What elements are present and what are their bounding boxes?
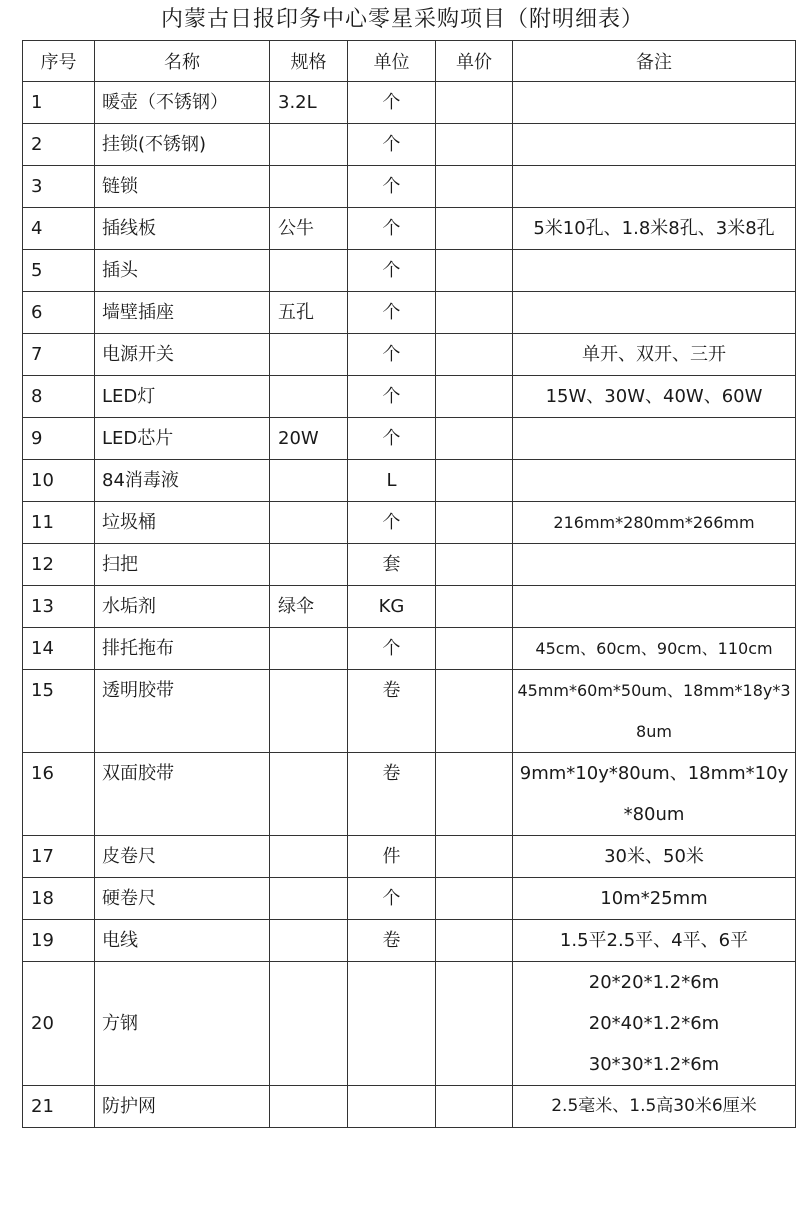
cell-spec (270, 460, 348, 502)
cell-index: 12 (23, 544, 95, 586)
cell-unit: 卷 (348, 753, 436, 836)
table-row (23, 82, 796, 124)
cell-price (436, 292, 513, 334)
table-row (23, 962, 796, 1086)
cell-price (436, 82, 513, 124)
cell-index: 9 (23, 418, 95, 460)
cell-unit: 个 (348, 82, 436, 124)
cell-name: 插线板 (95, 208, 270, 250)
cell-price (436, 753, 513, 836)
cell-price (436, 920, 513, 962)
cell-note (513, 460, 796, 502)
cell-price (436, 1086, 513, 1128)
cell-price (436, 334, 513, 376)
cell-unit (348, 962, 436, 1086)
cell-spec (270, 1086, 348, 1128)
table-row (23, 208, 796, 250)
cell-unit: 卷 (348, 920, 436, 962)
cell-index: 7 (23, 334, 95, 376)
cell-name: 电源开关 (95, 334, 270, 376)
table-row (23, 124, 796, 166)
cell-price (436, 208, 513, 250)
cell-unit (348, 1086, 436, 1128)
cell-index: 18 (23, 878, 95, 920)
cell-name: 插头 (95, 250, 270, 292)
table-row (23, 670, 796, 753)
note-line: 30*30*1.2*6m (588, 1054, 720, 1075)
cell-name: 硬卷尺 (95, 878, 270, 920)
cell-note (513, 292, 796, 334)
cell-spec: 五孔 (270, 292, 348, 334)
cell-unit: 个 (348, 292, 436, 334)
cell-spec (270, 670, 348, 753)
cell-note: 1.5平2.5平、4平、6平 (513, 920, 796, 962)
cell-name: 方钢 (95, 962, 270, 1086)
cell-name: 暖壶（不锈钢） (95, 82, 270, 124)
cell-spec (270, 962, 348, 1086)
cell-spec (270, 628, 348, 670)
cell-note (513, 166, 796, 208)
cell-note (513, 124, 796, 166)
cell-price (436, 544, 513, 586)
cell-name: 电线 (95, 920, 270, 962)
cell-index: 15 (23, 670, 95, 753)
cell-index: 19 (23, 920, 95, 962)
cell-index: 8 (23, 376, 95, 418)
cell-note: 216mm*280mm*266mm (513, 502, 796, 544)
cell-unit: 个 (348, 250, 436, 292)
cell-unit: 个 (348, 376, 436, 418)
table-row (23, 292, 796, 334)
cell-name: LED灯 (95, 376, 270, 418)
cell-name: 防护网 (95, 1086, 270, 1128)
table-row (23, 544, 796, 586)
table-row (23, 836, 796, 878)
cell-unit: L (348, 460, 436, 502)
cell-spec: 绿伞 (270, 586, 348, 628)
cell-index: 20 (23, 962, 95, 1086)
col-header-spec: 规格 (270, 41, 348, 82)
table-row (23, 628, 796, 670)
table-row (23, 502, 796, 544)
table-row (23, 1086, 796, 1128)
cell-unit: 件 (348, 836, 436, 878)
cell-unit: 个 (348, 878, 436, 920)
col-header-name: 名称 (95, 41, 270, 82)
cell-price (436, 124, 513, 166)
cell-spec: 3.2L (270, 82, 348, 124)
cell-spec (270, 250, 348, 292)
note-line: 20*20*1.2*6m (588, 972, 720, 993)
cell-price (436, 376, 513, 418)
cell-unit: 个 (348, 502, 436, 544)
cell-note (513, 586, 796, 628)
table-row (23, 376, 796, 418)
cell-name: 链锁 (95, 166, 270, 208)
cell-spec (270, 124, 348, 166)
table-row (23, 250, 796, 292)
cell-price (436, 586, 513, 628)
cell-name: 墙壁插座 (95, 292, 270, 334)
cell-unit: 卷 (348, 670, 436, 753)
cell-spec (270, 544, 348, 586)
col-header-unit: 单位 (348, 41, 436, 82)
cell-name: 皮卷尺 (95, 836, 270, 878)
cell-price (436, 502, 513, 544)
cell-name: 排托拖布 (95, 628, 270, 670)
col-header-price: 单价 (436, 41, 513, 82)
cell-spec (270, 502, 348, 544)
cell-index: 21 (23, 1086, 95, 1128)
cell-spec (270, 334, 348, 376)
cell-name: 84消毒液 (95, 460, 270, 502)
cell-index: 4 (23, 208, 95, 250)
table-row (23, 334, 796, 376)
cell-price (436, 250, 513, 292)
cell-name: LED芯片 (95, 418, 270, 460)
cell-note: 45cm、60cm、90cm、110cm (513, 628, 796, 670)
cell-note (513, 250, 796, 292)
cell-spec: 20W (270, 418, 348, 460)
cell-note: 9mm*10y*80um、18mm*10y*80um (513, 753, 796, 836)
cell-note: 30米、50米 (513, 836, 796, 878)
cell-index: 1 (23, 82, 95, 124)
cell-index: 14 (23, 628, 95, 670)
cell-name: 挂锁(不锈钢) (95, 124, 270, 166)
cell-spec (270, 166, 348, 208)
cell-unit: 个 (348, 166, 436, 208)
cell-note (513, 82, 796, 124)
cell-price (436, 962, 513, 1086)
note-line: 20*40*1.2*6m (588, 1013, 720, 1034)
cell-price (436, 878, 513, 920)
cell-index: 3 (23, 166, 95, 208)
table-header-row (23, 41, 796, 82)
cell-note: 45mm*60m*50um、18mm*18y*38um (513, 670, 796, 753)
cell-name: 透明胶带 (95, 670, 270, 753)
cell-unit: 个 (348, 124, 436, 166)
cell-price (436, 166, 513, 208)
cell-name: 水垢剂 (95, 586, 270, 628)
table-row (23, 166, 796, 208)
cell-spec (270, 753, 348, 836)
cell-unit: 个 (348, 208, 436, 250)
table-row (23, 878, 796, 920)
table-row (23, 586, 796, 628)
table-row (23, 460, 796, 502)
cell-index: 13 (23, 586, 95, 628)
cell-spec (270, 878, 348, 920)
cell-unit: 个 (348, 418, 436, 460)
table-row (23, 920, 796, 962)
cell-name: 垃圾桶 (95, 502, 270, 544)
cell-index: 16 (23, 753, 95, 836)
cell-price (436, 670, 513, 753)
cell-price (436, 418, 513, 460)
cell-price (436, 836, 513, 878)
cell-index: 17 (23, 836, 95, 878)
cell-note: 5米10孔、1.8米8孔、3米8孔 (513, 208, 796, 250)
table-row (23, 418, 796, 460)
col-header-index: 序号 (23, 41, 95, 82)
table-row (23, 753, 796, 836)
procurement-table (22, 40, 796, 1128)
cell-note: 10m*25mm (513, 878, 796, 920)
col-header-note: 备注 (513, 41, 796, 82)
cell-note (513, 962, 796, 1086)
cell-index: 11 (23, 502, 95, 544)
cell-spec (270, 920, 348, 962)
cell-index: 2 (23, 124, 95, 166)
cell-unit: KG (348, 586, 436, 628)
cell-index: 6 (23, 292, 95, 334)
cell-unit: 个 (348, 334, 436, 376)
cell-unit: 个 (348, 628, 436, 670)
cell-spec: 公牛 (270, 208, 348, 250)
cell-name: 扫把 (95, 544, 270, 586)
cell-note (513, 418, 796, 460)
cell-unit: 套 (348, 544, 436, 586)
cell-index: 5 (23, 250, 95, 292)
cell-name: 双面胶带 (95, 753, 270, 836)
cell-price (436, 628, 513, 670)
cell-note: 2.5毫米、1.5高30米6厘米 (513, 1086, 796, 1128)
page-title: 内蒙古日报印务中心零星采购项目（附明细表） (160, 7, 644, 32)
cell-note: 单开、双开、三开 (513, 334, 796, 376)
cell-note: 15W、30W、40W、60W (513, 376, 796, 418)
cell-spec (270, 836, 348, 878)
cell-spec (270, 376, 348, 418)
cell-note (513, 544, 796, 586)
cell-price (436, 460, 513, 502)
cell-index: 10 (23, 460, 95, 502)
